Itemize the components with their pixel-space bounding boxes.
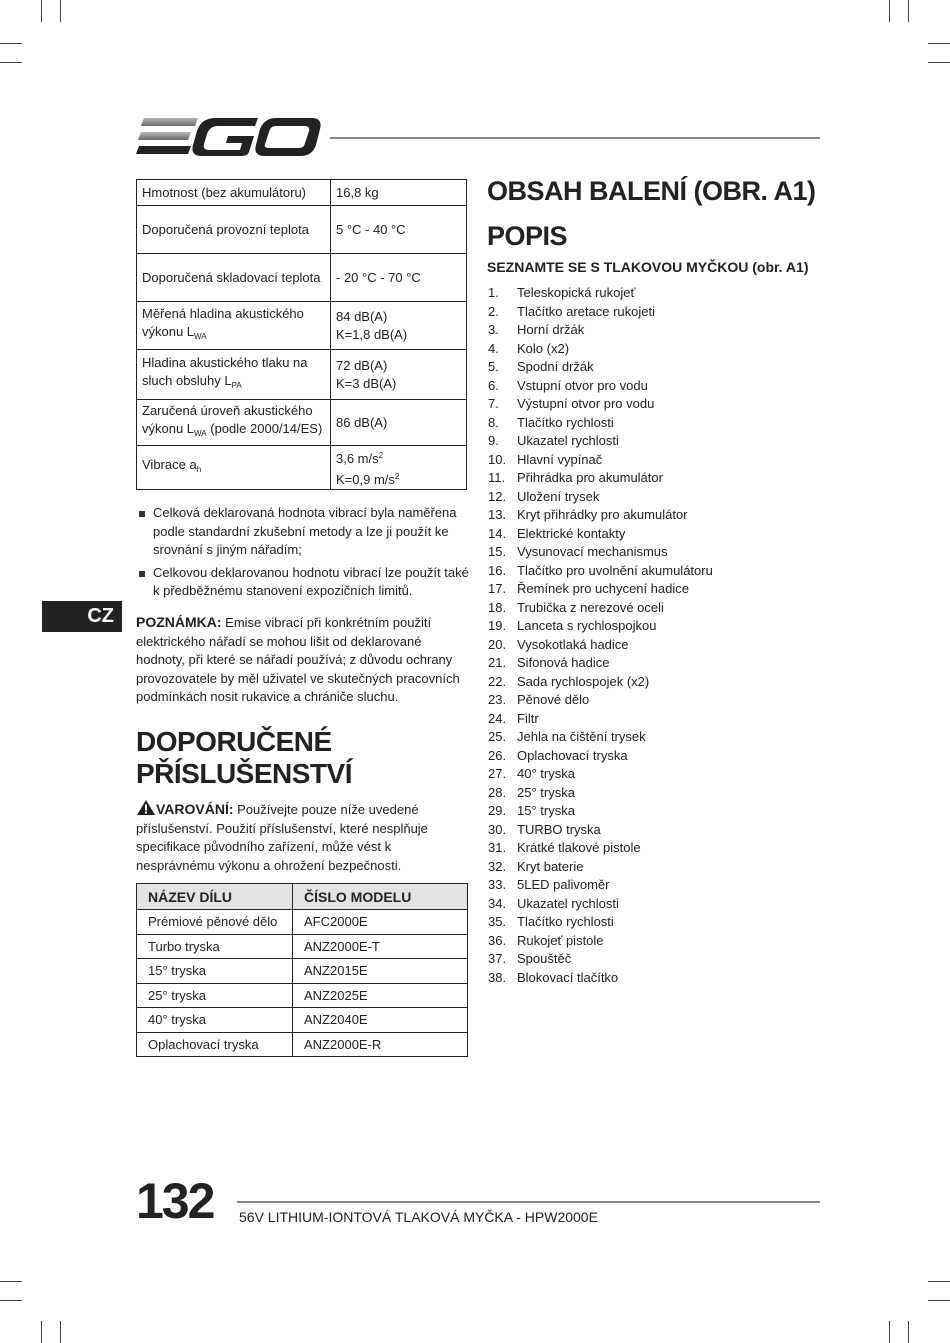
list-item-number: 27. [488, 766, 507, 781]
list-item-number: 5. [488, 359, 499, 374]
list-item [487, 969, 713, 988]
list-item-label: Horní držák [517, 322, 585, 337]
crop-mark [0, 62, 22, 63]
list-item [487, 673, 713, 692]
specification-table [136, 179, 467, 490]
crop-mark [0, 43, 22, 44]
list-item-label: Ukazatel rychlosti [517, 433, 619, 448]
list-item-number: 23. [488, 692, 507, 707]
page-number: 132 [136, 1173, 214, 1229]
list-item [487, 562, 713, 581]
ego-logo [136, 114, 322, 160]
list-item-number: 38. [488, 969, 507, 985]
footer-title: 56V LITHIUM-IONTOVÁ TLAKOVÁ MYČKA - HPW2000E [239, 1209, 598, 1225]
crop-mark [928, 43, 950, 44]
list-item-label: Kolo (x2) [517, 340, 570, 356]
list-item [487, 895, 713, 914]
crop-mark [908, 0, 909, 22]
crop-mark [41, 0, 42, 22]
list-item [487, 636, 713, 655]
list-item-label: Kryt přihrádky pro akumulátor [517, 507, 688, 522]
list-item-label: 25° tryska [517, 784, 575, 800]
spec-value: 72 dB(A) K=3 dB(A) [331, 350, 467, 400]
list-item [487, 858, 713, 877]
crop-mark [889, 0, 890, 22]
crop-mark [0, 1300, 22, 1301]
list-item-number: 20. [488, 636, 507, 652]
column-header: ČÍSLO MODELU [293, 884, 468, 910]
list-item-number: 6. [488, 377, 499, 393]
list-item [487, 821, 713, 840]
list-item [487, 321, 713, 340]
list-item-number: 24. [488, 710, 507, 726]
table-header-row [137, 884, 468, 910]
list-item [487, 377, 713, 396]
list-item [487, 932, 713, 951]
list-item-label: Spouštěč [517, 951, 572, 966]
spec-label: Zaručená úroveň akustického výkonu $L_{WA}$ (podle 2000/14/ES) [137, 400, 331, 446]
list-item [487, 525, 713, 544]
list-item-label: Spodní držák [517, 359, 594, 374]
description-heading: POPIS [487, 221, 568, 251]
warning-label: VAROVÁNÍ: [156, 801, 234, 817]
list-item-label: Tlačítko rychlosti [517, 914, 614, 929]
spec-value: - 20 °C - 70 °C [331, 254, 467, 302]
list-item [487, 747, 713, 766]
column-header: NÁZEV DÍLU [137, 884, 293, 910]
list-item-label: Vysunovací mechanismus [517, 544, 668, 559]
list-item-number: 7. [488, 396, 499, 411]
crop-mark [928, 62, 950, 63]
table-row: Oplachovací tryska ANZ2000E-R [137, 1032, 468, 1057]
accessories-heading: DOPORUČENÉ PŘÍSLUŠENSTVÍ [136, 726, 352, 789]
list-item [487, 580, 713, 599]
list-item [487, 617, 713, 636]
list-item [487, 488, 713, 507]
list-item-label: 40° tryska [517, 766, 575, 781]
list-item [487, 802, 713, 821]
list-item-label: Tlačítko aretace rukojeti [517, 303, 656, 319]
list-item-label: Tlačítko pro uvolnění akumulátoru [517, 562, 713, 578]
list-item [487, 358, 713, 377]
list-item [487, 765, 713, 784]
list-item [487, 950, 713, 969]
list-item-number: 11. [488, 470, 506, 485]
list-item-number: 14. [488, 525, 507, 541]
list-item-label: TURBO tryska [517, 821, 601, 837]
list-item-number: 18. [488, 599, 507, 615]
table-row [137, 350, 467, 400]
list-item [487, 710, 713, 729]
list-item-label: Tlačítko rychlosti [517, 414, 614, 430]
list-item-number: 1. [488, 285, 499, 300]
spec-label: Vibrace $a_h$ [137, 446, 331, 490]
list-item-label: Lanceta s rychlospojkou [517, 618, 657, 633]
accessories-table [136, 883, 468, 1057]
list-item [487, 876, 713, 895]
table-row [137, 206, 467, 254]
list-item-number: 4. [488, 340, 499, 356]
spec-label: Měřená hladina akustického výkonu $L_{WA}$ [137, 302, 331, 350]
list-item [487, 506, 713, 525]
list-item-number: 10. [488, 451, 507, 467]
list-item-label: 5LED palivoměr [517, 877, 610, 892]
note-label: POZNÁMKA: [136, 614, 222, 630]
list-item-number: 13. [488, 507, 507, 522]
table-row: Prémiové pěnové dělo AFC2000E [137, 910, 468, 935]
list-item-number: 36. [488, 932, 507, 948]
crop-mark [928, 1300, 950, 1301]
list-item [487, 599, 713, 618]
list-item-number: 31. [488, 840, 507, 855]
table-row: Turbo tryska ANZ2000E-T [137, 934, 468, 959]
list-item-number: 3. [488, 322, 499, 337]
list-item [487, 913, 713, 932]
list-item-number: 25. [488, 729, 507, 744]
list-item-number: 35. [488, 914, 507, 929]
list-item-label: Trubička z nerezové oceli [517, 599, 664, 615]
bullet-item: Celkovou deklarovanou hodnotu vibrací lze použít také k předběžnému stanovení expozičních limitů. [136, 564, 470, 601]
list-item-number: 33. [488, 877, 507, 892]
spec-label: Doporučená skladovací teplota [137, 254, 331, 302]
list-item-label: Blokovací tlačítko [517, 969, 619, 985]
contents-heading: OBSAH BALENÍ (OBR. A1) [487, 176, 816, 206]
list-item-number: 30. [488, 821, 507, 837]
list-item-label: Hlavní vypínač [517, 451, 603, 467]
bullet-item: Celková deklarovaná hodnota vibrací byla naměřena podle standardní zkušební metody a lze ji použít ke srovnání s jiným nářadím; [136, 504, 470, 560]
list-item-label: Jehla na čištění trysek [517, 729, 646, 744]
list-item-number: 2. [488, 303, 499, 319]
list-item [487, 303, 713, 322]
list-item-number: 34. [488, 895, 507, 911]
list-item-number: 17. [488, 581, 507, 596]
list-item-label: Krátké tlakové pistole [517, 840, 641, 855]
table-row [137, 254, 467, 302]
list-item-label: Výstupní otvor pro vodu [517, 396, 655, 411]
note-paragraph: POZNÁMKA: Emise vibrací při konkrétním použití elektrického nářadí se mohou lišit od deklarované hodnoty, při které se nářadí používá; z důvodu ochrany provozovatele by měl uživatel ve skutečných pracovních podmínkách nosit rukavice a chrániče sluchu. [136, 614, 460, 704]
footer-rule [237, 1201, 820, 1203]
list-item [487, 728, 713, 747]
list-item-label: Teleskopická rukojeť [517, 285, 636, 300]
list-item [487, 414, 713, 433]
list-item-number: 9. [488, 433, 499, 448]
list-item-label: Vysokotlaká hadice [517, 636, 629, 652]
list-item [487, 432, 713, 451]
list-item [487, 691, 713, 710]
warning-paragraph: VAROVÁNÍ: Používejte pouze níže uvedené příslušenství. Použití příslušenství, které nesplňuje specifikace původního zařízení, může vést k nesprávnému výkonu a ohrožení bezpečnosti. [136, 801, 428, 873]
vibration-notes [136, 504, 470, 605]
table-row [137, 400, 467, 446]
spec-value: 5 °C - 40 °C [331, 206, 467, 254]
list-item-label: Přihrádka pro akumulátor [517, 470, 663, 485]
list-item-label: Oplachovací tryska [517, 747, 628, 763]
list-item [487, 543, 713, 562]
list-item [487, 395, 713, 414]
warning-icon [136, 799, 156, 816]
list-item-number: 32. [488, 858, 507, 874]
spec-value: 16,8 kg [331, 180, 467, 206]
spec-label: Doporučená provozní teplota [137, 206, 331, 254]
list-item-number: 12. [488, 488, 507, 504]
list-item-number: 8. [488, 414, 499, 430]
list-item-number: 15. [488, 544, 507, 559]
table-row: 40° tryska ANZ2040E [137, 1008, 468, 1033]
crop-mark [41, 1321, 42, 1343]
list-item-label: Rukojeť pistole [517, 932, 604, 948]
list-item-number: 26. [488, 747, 507, 763]
list-item-number: 37. [488, 951, 507, 966]
header-rule [330, 137, 820, 139]
parts-list [487, 284, 713, 987]
list-item-label: Filtr [517, 710, 539, 726]
table-row: 25° tryska ANZ2025E [137, 983, 468, 1008]
description-subheading: SEZNAMTE SE S TLAKOVOU MYČKOU (obr. A1) [487, 259, 809, 275]
list-item-label: Kryt baterie [517, 858, 584, 874]
table-row: 15° tryska ANZ2015E [137, 959, 468, 984]
list-item-number: 29. [488, 803, 507, 818]
list-item-number: 19. [488, 618, 507, 633]
spec-value: 3,6 $m/s^2$ K=0,9 $m/s^2$ [331, 446, 467, 490]
list-item [487, 469, 713, 488]
list-item-label: Sada rychlospojek (x2) [517, 673, 650, 689]
crop-mark [928, 1281, 950, 1282]
list-item-number: 28. [488, 784, 507, 800]
table-row [137, 180, 467, 206]
list-item-number: 16. [488, 562, 507, 578]
spec-value: 84 dB(A) K=1,8 dB(A) [331, 302, 467, 350]
list-item-label: Uložení trysek [517, 488, 600, 504]
crop-mark [60, 1321, 61, 1343]
crop-mark [60, 0, 61, 22]
table-row [137, 446, 467, 490]
list-item-number: 22. [488, 673, 507, 689]
list-item-label: Pěnové dělo [517, 692, 590, 707]
spec-label: Hladina akustického tlaku na sluch obsluhy $L_{PA}$ [137, 350, 331, 400]
list-item [487, 340, 713, 359]
list-item [487, 284, 713, 303]
list-item-label: Ukazatel rychlosti [517, 895, 619, 911]
crop-mark [0, 1281, 22, 1282]
list-item [487, 784, 713, 803]
crop-mark [908, 1321, 909, 1343]
language-tab: CZ [42, 601, 122, 632]
list-item-label: Sifonová hadice [517, 655, 610, 670]
spec-label: Hmotnost (bez akumulátoru) [137, 180, 331, 206]
table-row [137, 302, 467, 350]
spec-value: 86 dB(A) [331, 400, 467, 446]
list-item-label: Vstupní otvor pro vodu [517, 377, 648, 393]
list-item-number: 21. [488, 655, 507, 670]
list-item [487, 451, 713, 470]
list-item-label: Elektrické kontakty [517, 525, 626, 541]
crop-mark [889, 1321, 890, 1343]
list-item [487, 654, 713, 673]
list-item-label: 15° tryska [517, 803, 575, 818]
list-item [487, 839, 713, 858]
list-item-label: Řemínek pro uchycení hadice [517, 581, 689, 596]
